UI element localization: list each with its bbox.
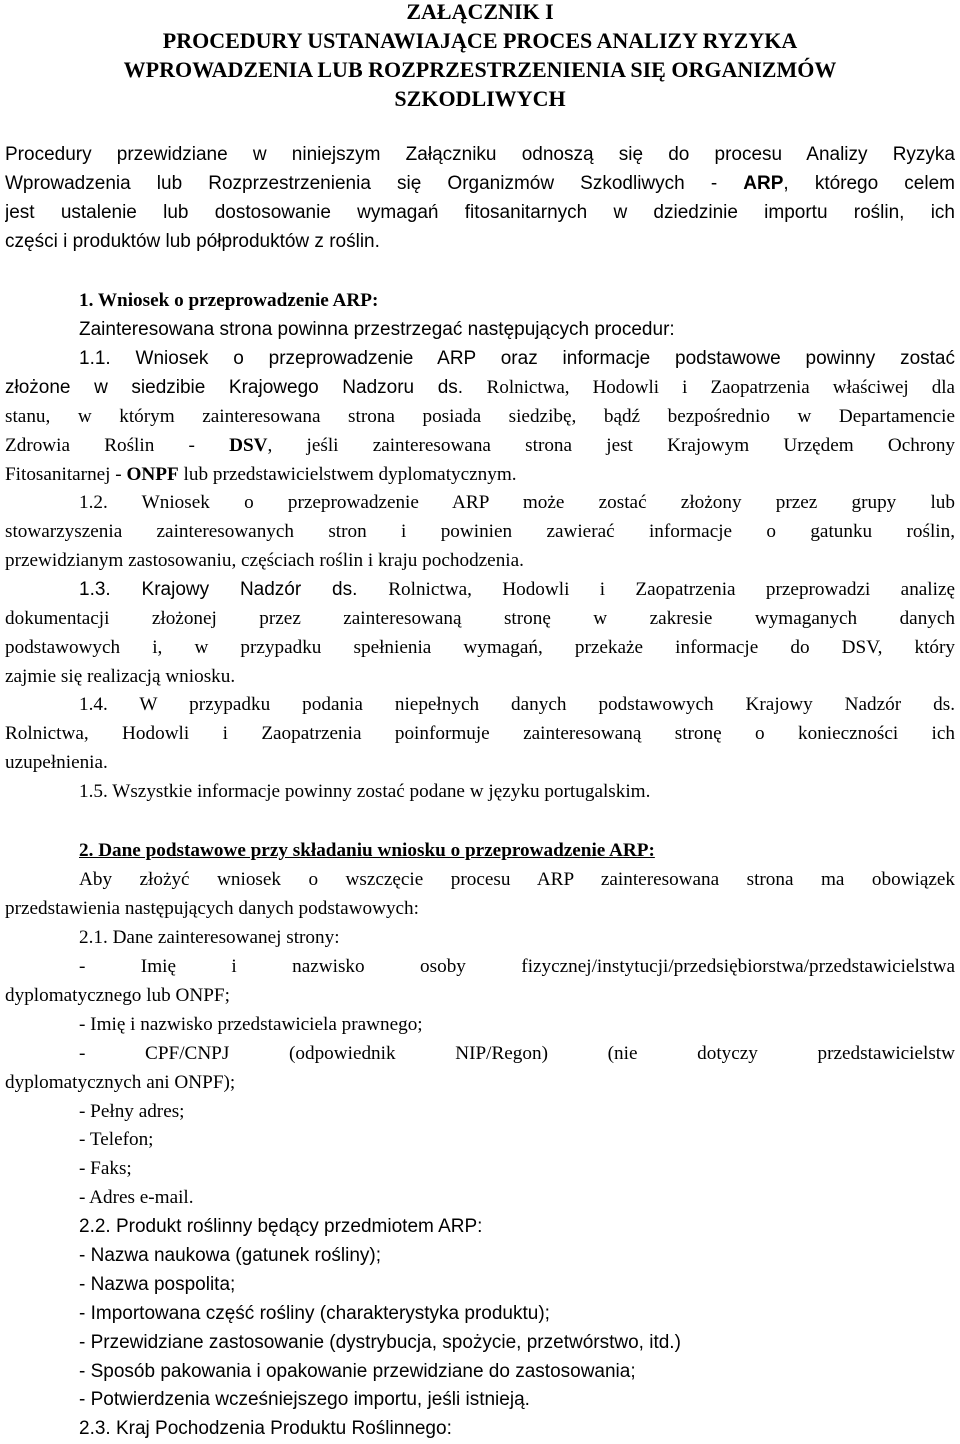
list-item-cont: dyplomatycznego lub ONPF;: [5, 984, 230, 1006]
title-line-4: SZKODLIWYCH: [394, 85, 566, 111]
list-item: - Sposób pakowania i opakowanie przewidziane do zastosowania;: [79, 1360, 636, 1382]
list-item: - Faks;: [79, 1158, 132, 1180]
section-1-heading: 1. Wniosek o przeprowadzenie ARP:: [79, 290, 379, 311]
dsv-abbrev: DSV: [229, 434, 268, 456]
paragraph-2-2: 2.2. Produkt roślinny będący przedmiotem ARP: - Nazwa naukowa (gatunek rośliny); - Nazwa pospolita; - Importowana część rośliny (charakterystyka produktu); - Przewidziane zastosowanie (dystrybucja, spożycie, przetwórstwo, itd.) - Sposób pakowania i opakowanie przewidziane do zastosowania; - Potwierdzenia wcześniejszego importu, jeśli istnieją. 2.3. Kraj Pochodzenia Produktu Roślinnego:: [5, 1213, 955, 1444]
paragraph-2-3: 2.3. Kraj Pochodzenia Produktu Roślinnego:: [79, 1418, 452, 1440]
title-line-1: ZAŁĄCZNIK I: [406, 0, 554, 24]
paragraph-1-3: 1.3. Krajowy Nadzór ds. Rolnictwa, Hodowli i Zaopatrzenia przeprowadzi analizę dokumentacji złożonej przez zainteresowaną stronę w zakresie wymaganych danych podstawowych i, w przypadku spełnienia wymagań, przekaże informacje do DSV, który zajmie się realizacją wniosku.: [5, 579, 955, 687]
list-item: - Importowana część rośliny (charakterystyka produktu);: [79, 1302, 550, 1324]
intro-paragraph: [5, 141, 955, 257]
paragraph-1-5: 1.5. Wszystkie informacje powinny zostać podane w języku portugalskim.: [79, 781, 651, 802]
list-item: - Pełny adres;: [79, 1100, 185, 1122]
list-item: - Przewidziane zastosowanie (dystrybucja, spożycie, przetwórstwo, itd.): [79, 1331, 681, 1353]
paragraph-1-2: 1.2. Wniosek o przeprowadzenie ARP może zostać złożony przez grupy lub stowarzyszenia zainteresowanych stron i powinien zawierać informacje o gatunku roślin, przewidzianym zastosowaniu, częściach roślin i kraju pochodzenia.: [5, 492, 955, 571]
intro-line: Procedury przewidziane w niniejszym Załączniku odnoszą się do procesu Analizy Ryzyka: [5, 144, 955, 165]
paragraph-1-1: 1.1. Wniosek o przeprowadzenie ARP oraz informacje podstawowe powinny zostać złożone w siedzibie Krajowego Nadzoru ds. Rolnictwa, Hodowli i Zaopatrzenia właściwej dla: [5, 348, 955, 398]
paragraph-2-1: 2.1. Dane zainteresowanej strony:: [79, 927, 340, 948]
intro-line: Wprowadzenia lub Rozprzestrzenienia się Organizmów Szkodliwych - ARP, którego celem: [5, 172, 955, 194]
intro-line: jest ustalenie lub dostosowanie wymagań fitosanitarnych w dziedzinie importu roślin, ich: [5, 201, 955, 223]
list-item: - Adres e-mail.: [79, 1187, 194, 1209]
list-item: - Imię i nazwisko przedstawiciela prawnego;: [79, 1013, 423, 1035]
list-item-cont: dyplomatycznych ani ONPF);: [5, 1071, 236, 1093]
paragraph-1-4: 1.4. W przypadku podania niepełnych danych podstawowych Krajowy Nadzór ds. Rolnictwa, Hodowli i Zaopatrzenia poinformuje zainteresowaną stronę o konieczności ich uzupełnienia.: [5, 694, 955, 773]
paragraph-1-1-cont: stanu, w którym zainteresowana strona posiada siedzibę, bądź bezpośrednio w Departamencie Zdrowia Roślin - DSV, jeśli zainteresowana strona jest Krajowym Urzędem Ochrony Fitosanitarnej - ONPF lub przedstawicielstwem dyplomatycznym.: [5, 406, 955, 485]
section-2-heading: 2. Dane podstawowe przy składaniu wniosku o przeprowadzenie ARP:: [79, 840, 655, 861]
list-item: - Potwierdzenia wcześniejszego importu, jeśli istnieją.: [79, 1389, 530, 1411]
section-1-lead: Zainteresowana strona powinna przestrzegać następujących procedur:: [79, 319, 675, 340]
party-data-list: [5, 953, 955, 1213]
title-line-2: PROCEDURY USTANAWIAJĄCE PROCES ANALIZY RYZYKA: [162, 27, 798, 53]
list-item: - CPF/CNPJ (odpowiednik NIP/Regon) (nie dotyczy przedstawicielstw: [79, 1042, 955, 1064]
title-line-3: WPROWADZENIA LUB ROZPRZESTRZENIENIA SIĘ ORGANIZMÓW: [123, 56, 837, 82]
section-2-lead: Aby złożyć wniosek o wszczęcie procesu ARP zainteresowana strona ma obowiązek przedstawienia następujących danych podstawowych:: [5, 869, 955, 919]
list-item: - Nazwa naukowa (gatunek rośliny);: [79, 1244, 382, 1266]
intro-line: części i produktów lub półproduktów z roślin.: [5, 230, 380, 252]
onpf-abbrev: ONPF: [126, 463, 179, 485]
annex-title: [0, 0, 960, 114]
list-item: - Nazwa pospolita;: [79, 1273, 236, 1295]
list-item: - Telefon;: [79, 1129, 154, 1151]
list-item: - Imię i nazwisko osoby fizycznej/instytucji/przedsiębiorstwa/przedstawicielstwa: [79, 956, 955, 977]
arp-abbrev: ARP: [743, 172, 784, 194]
